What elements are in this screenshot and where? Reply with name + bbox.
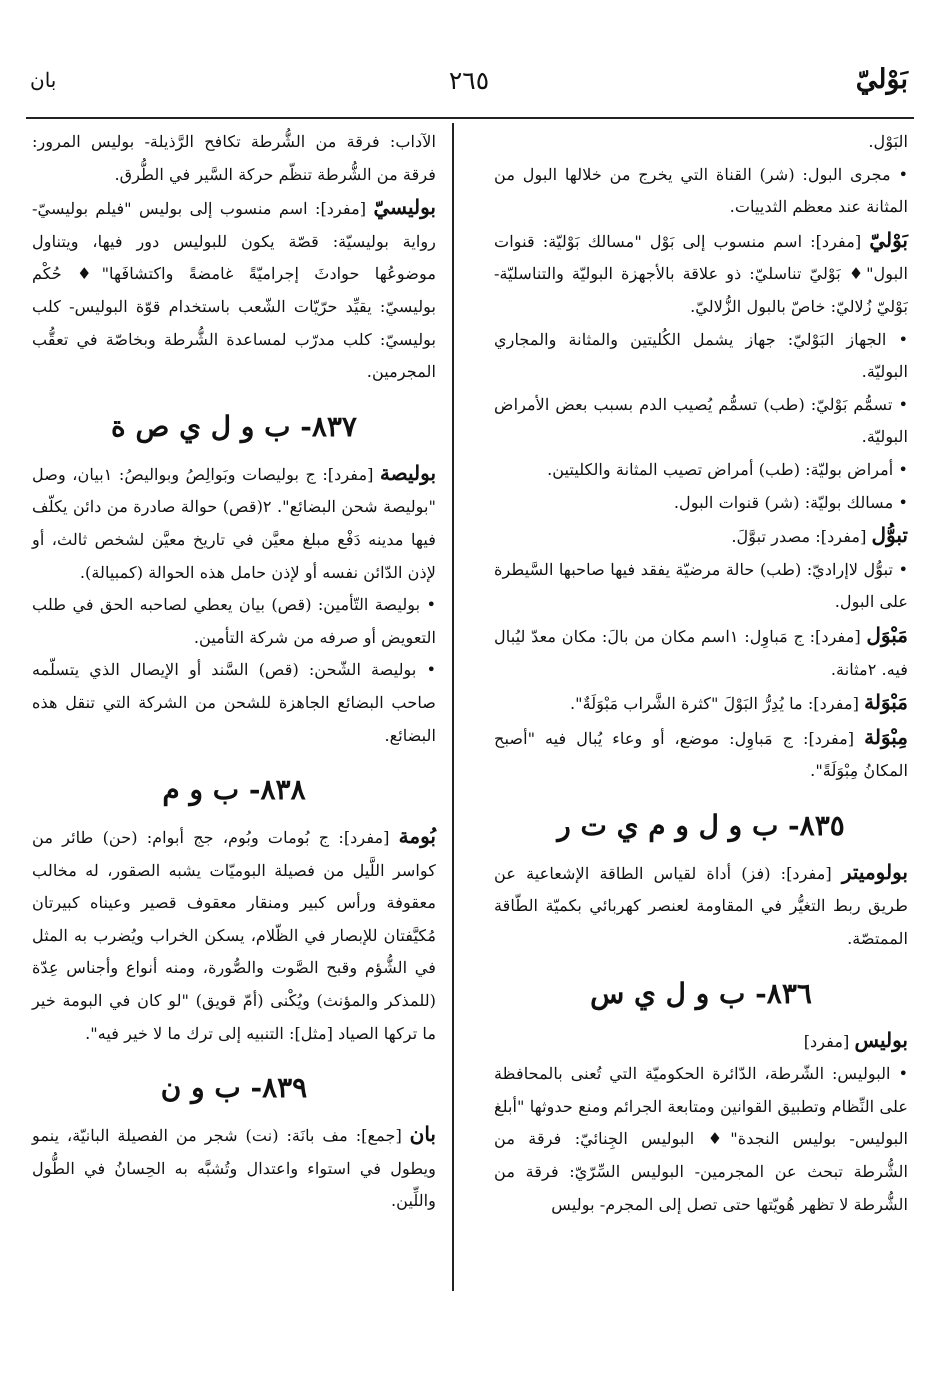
section-heading: ٨٣٨- ب و م <box>162 773 306 807</box>
section-heading: ٨٣٥- ب و ل و م ي ت ر <box>557 808 845 842</box>
page-header <box>30 62 908 112</box>
entry <box>494 686 908 721</box>
entry-text: • بوليصة التّأمين: (قص) بيان يعطي لصاحبه الحق في طلب التعويض أو صرفه من شركة التأمين. <box>32 595 436 647</box>
entry <box>494 856 908 956</box>
entry-text: • تبوُّل لاإراديّ: (طب) حالة مرضيّة يفقد فيها صاحبها السَّيطرة على البول. <box>494 559 908 612</box>
headword: بوليسيّ <box>373 195 436 220</box>
entry <box>494 1024 908 1059</box>
headword: مَبْوَل <box>866 622 908 647</box>
entry <box>494 519 908 554</box>
entry <box>494 721 908 788</box>
headword: بولوميتر <box>841 859 908 884</box>
section-heading: ٨٣٧- ب و ل ي ص ة <box>111 409 357 443</box>
page-number: ٢٦٥ <box>448 66 490 95</box>
headword: تبوُّل <box>871 523 908 548</box>
right-column <box>494 126 908 1221</box>
entry <box>32 191 436 389</box>
entry-text: [مفرد]: اسم منسوب إلى بوليس "فيلم بوليسيّ- رواية بوليسيّة: قصّة يكون للبوليس دور فيها، ويتناول موضوعُها حوادثَ إجراميّةً غامضةً واكتشافَها"♦ حُكْم بوليسيّ: يقيِّد حرّيّات الشّعب باستخدام قوّة البوليس- كلب بوليسيّ: كلب مدرّب لمساعدة الشُّرطة وبخاصّة في تعقُّب المجرمين. <box>32 199 436 382</box>
headword: بان <box>409 1122 436 1147</box>
entry-text: الآداب: فرقة من الشُّرطة تكافح الرَّذيلة- بوليس المرور: فرقة من الشُّرطة تنظّم حركة السَّير في الطُّرق. <box>32 132 436 184</box>
entry <box>32 820 436 1050</box>
entry-text: [مفرد]: ما يُدِرُّ البَوْلَ "كثرة الشَّراب مَبْوَلَةٌ". <box>570 694 865 714</box>
left-column <box>32 126 436 1218</box>
entry <box>32 1118 436 1218</box>
headword: بوليس <box>854 1027 908 1052</box>
entry <box>32 457 436 589</box>
entry-text: [مفرد] <box>803 1031 855 1051</box>
entry-text: [مفرد]: (فز) أداة لقياس الطاقة الإشعاعية عن طريق ربط التغيُّر في المقاومة لعنصر كهربائي بكميّة الطّاقة الممتصّة. <box>494 863 908 949</box>
entry-text: [مفرد]: ج بوليصات وبَوالِصُ وبواليصُ: ١بيان، وصل "بوليصة شحن البضائع". ٢(قص) حوالة صادرة من دائن يكلّف فيها مدينه دَفْع مبلغ معيَّن في تاريخ معيَّن لشخص ثالث، أو لإذن الدّائن نفسه أو لإذن حامل هذه الحوالة (كمبيالة). <box>32 464 436 582</box>
entry-text: [جمع]: مف بانَة: (نت) شجر من الفصيلة البانيّة، ينمو ويطول في استواء واعتدال وتُشبَّه به الحِسانُ في الطُّول واللِّين. <box>32 1126 436 1211</box>
entry-text: [مفرد]: اسم منسوب إلى بَوْل "مسالك بَوْليّة: قنوات البول"♦ بَوْليّ تناسليّ: ذو علاقة بالأجهزة البوليّة والتناسليّة- بَوْليّ زُلاليّ: خاصّ بالبول الزُّلاليّ. <box>494 231 908 316</box>
section-heading: ٨٣٩- ب و ن <box>160 1071 308 1105</box>
entry-text: [مفرد]: مصدر تبوَّلَ. <box>731 527 872 547</box>
entry-text: • مسالك بوليّة: (شر) قنوات البول. <box>673 492 908 512</box>
entry-text: • البوليس: الشّرطة، الدّائرة الحكوميّة التي تُعنى بالمحافظة على النِّظام وتطبيق القوانين ومتابعة الجرائم ومنع حدوثها "أبلغ البوليس- بوليس النجدة"♦ البوليس الجِنائيّ: فرقة من الشُّرطة تبحث عن المجرمين- البوليس السِّرّيّ: فرقة من الشُّرطة لا تظهر هُويّتها حتى تصل إلى المجرم- بوليس <box>494 1064 908 1214</box>
guide-word-right: بَوْليّ <box>855 64 908 95</box>
entry-text: • أمراض بوليّة: (طب) أمراض تصيب المثانة والكليتين. <box>547 459 908 479</box>
section-heading: ٨٣٦- ب و ل ي س <box>590 976 812 1010</box>
header-rule <box>26 117 914 119</box>
entry <box>494 619 908 686</box>
entry-text: [مفرد]: ج مَباوِل: ١اسم مكان من بالَ: مكان معدّ ليُبال فيه. ٢مثانة. <box>494 626 908 679</box>
headword: بَوْليّ <box>869 227 908 252</box>
headword: مِبْوَلة <box>864 724 908 749</box>
headword: مَبْوَلة <box>864 690 908 715</box>
entry-text: • تسمُّم بَوْليّ: (طب) تسمُّم يُصيب الدم بسبب بعض الأمراض البوليّة. <box>494 394 908 447</box>
headword: بوليصة <box>379 460 437 485</box>
headword: بُومة <box>398 824 436 849</box>
entry <box>494 224 908 324</box>
entry-text: • الجهاز البَوْليّ: جهاز يشمل الكُليتين والمثانة والمجاري البوليّة. <box>494 329 908 382</box>
column-divider <box>452 123 454 1291</box>
entry-text: • بوليصة الشّحن: (قص) السَّند أو الإيصال الذي يتسلّمه صاحب البضائع الجاهزة للشحن من الشركة التي تنقل هذه البضائع. <box>32 660 436 745</box>
guide-word-left: بان <box>30 68 57 92</box>
entry-text: [مفرد]: ج بُومات وبُوم، جج أبوام: (حن) طائر من كواسر اللَّيل من فصيلة البوميّات يشبه الصقور، له مخالب معقوفة ورأس كبير ومنقار معقوف قصير وعيناه كبيرتان مُكيَّفتان للإبصار في الظّلام، يسكن الخراب ويُضرب به المثل في الشُّؤم وقبح الصَّوت والصُّورة، ومنه أنواع وأجناس عِدّة (للمذكر والمؤنث) ويُكْنى (أمّ قويق) "لو كان في البومة خير ما تركها الصياد [مثل]: التنبيه إلى ترك ما لا خير فيه". <box>32 828 436 1043</box>
entry-text: [مفرد]: ج مَباوِل: موضع، أو وعاء يُبال فيه "أصبح المكانُ مِبْوَلَةً". <box>494 728 908 781</box>
entry-text: البَوْل. <box>868 132 908 151</box>
entry-text: • مجرى البول: (شر) القناة التي يخرج من خلالها البول من المثانة عند معظم الثدييات. <box>494 164 908 217</box>
